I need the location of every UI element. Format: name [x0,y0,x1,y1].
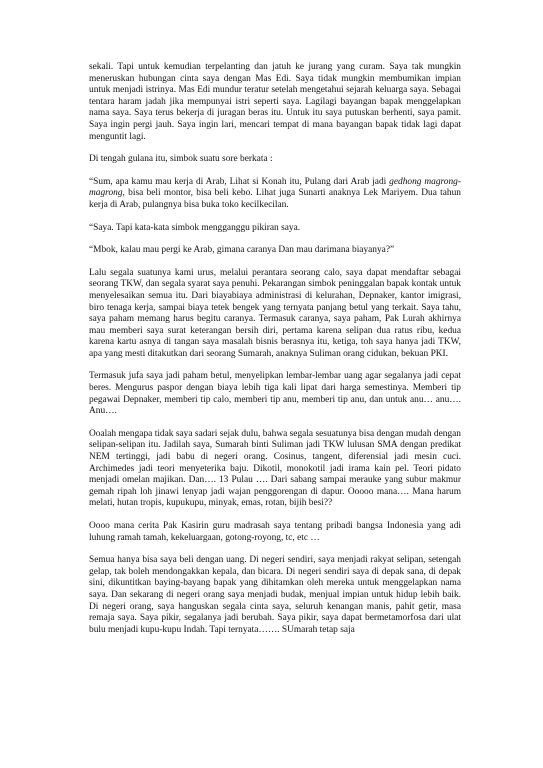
paragraph-8: Ooalah mengapa tidak saya sadari sejak dulu, bahwa segala sesuatunya bisa dengan mudah dengan selipan-selipan itu. Jadilah saya, Sumarah binti Suliman jadi TKW lulusan SMA dengan predikat NEM tertinggi, jadi babu di negeri orang. Cosinus, tangent, diferensial jadi mesin cuci. Archimedes jadi teori menyeterika baju. Dikotil, monokotil jadi irama kain pel. Teori pidato menjadi omelan majikan. Dan…. 13 Pulau …. Dari sabang sampai merauke yang subur makmur gemah ripah loh jinawi lenyap jadi wajan penggorengan di dapur. Ooooo mana…. Mana harum melati, hutan tropis, kupukupu, minyak, emas, rotan, bijih besi?? [89,428,461,509]
paragraph-5: “Mbok, kalau mau pergi ke Arab, gimana caranya Dan mau darimana biayanya?” [89,245,395,256]
paragraph-3-lead: “Sum, apa kamu mau kerja di Arab, Lihat si Konah itu, Pulang dari Arab jadi [89,176,390,187]
paragraph-3 [89,177,461,212]
paragraph-9: Oooo mana cerita Pak Kasirin guru madrasah saya tentang pribadi bangsa Indonesia yang adi luhung ramah tamah, kekeluargaan, gotong-royong, tc, etc … [89,521,461,543]
paragraph-2: Di tengah gulana itu, simbok suatu sore berkata : [89,154,273,165]
paragraph-7: Termasuk jufa saya jadi paham betul, menyelipkan lembar-lembar uang agar segalanya jadi cepat beres. Mengurus paspor dengan biaya lebih tiga kali lipat dari harga semestinya. Memberi tip pegawai Depnaker, memberi tip calo, memberi tip anu, memberi tip anu, dan untuk anu… anu…. Anu…. [89,371,461,417]
paragraph-3-italic: gedhong magrong-magrong, [89,176,461,199]
paragraph-6: Lalu segala suatunya kami urus, melalui perantara seorang calo, saya dapat mendaftar sebagai seorang TKW, dan segala syarat saya penuhi. Pekarangan simbok peninggalan bapak kontak untuk menyelesaikan semua itu. Dari biayabiaya administrasi di kelurahan, Depnaker, kantor imigrasi, biro tenaga kerja, sampai biaya tetek bengek yang ternyata panjang betul yang terkait. Saya tahu, saya paham memang harus begitu caranya. Termasuk caranya, saya paham, Pak Lurah akhirnya mau memberi saya surat keterangan bersih diri, pertama karena selipan dua ratus ribu, kedua karena kartu asnya di tangan saya masalah bisnis berasnya itu, ketiga, toh saya hanya jadi TKW, apa yang mesti ditakutkan dari seorang Sumarah, anaknya Suliman orang cidukan, bekuan PKI. [89,267,461,359]
paragraph-1: sekali. Tapi untuk kemudian terpelanting dan jatuh ke jurang yang curam. Saya tak mungkin meneruskan hubungan cinta saya dengan Mas Edi. Saya tidak mungkin membumikan impian untuk menjadi istrinya. Mas Edi mundur teratur setelah mengetahui sejarah keluarga saya. Sebagai tentara haram jadah jika mempunyai istri seperti saya. Lagilagi bayangan bapak menggelapkan nama saya. Saya terus bekerja di juragan beras itu. Untuk itu saya putuskan berhenti, saya pamit. Saya ingin pergi jauh. Saya ingin lari, mencari tempat di mana bayangan bapak tidak lagi dapat menguntit lagi. [89,62,461,142]
paragraph-10: Semua hanya bisa saya beli dengan uang. Di negeri sendiri, saya menjadi rakyat selipan, setengah gelap, tak boleh mendongakkan kepala, dan bicara. Di negeri sendiri saya di depak sana, di depak sini, dikuntitkan baying-bayang bapak yang dihitamkan oleh mereka untuk menggelapkan nama saya. Dan sekarang di negeri orang saya menjadi budak, menjual impian untuk hidup lebih baik. Di negeri orang, saya hanguskan segala cinta saya, seluruh kenangan manis, pahit getir, masa remaja saya. Saya pikir, segalanya jadi berubah. Saya pikir, saya dapat bermetamorfosa dari ulat bulu menjadi kupu-kupu Indah. Tapi ternyata……. SUmarah tetap saja [89,555,461,635]
paragraph-3-tail: bisa beli montor, bisa beli kebo. Lihat juga Sunarti anaknya Lek Mariyem. Dua tahun kerja di Arab, pulangnya bisa buka toko kecilkecilan. [89,188,461,210]
paragraph-4: “Saya. Tapi kata-kata simbok mengganggu pikiran saya. [89,222,301,233]
